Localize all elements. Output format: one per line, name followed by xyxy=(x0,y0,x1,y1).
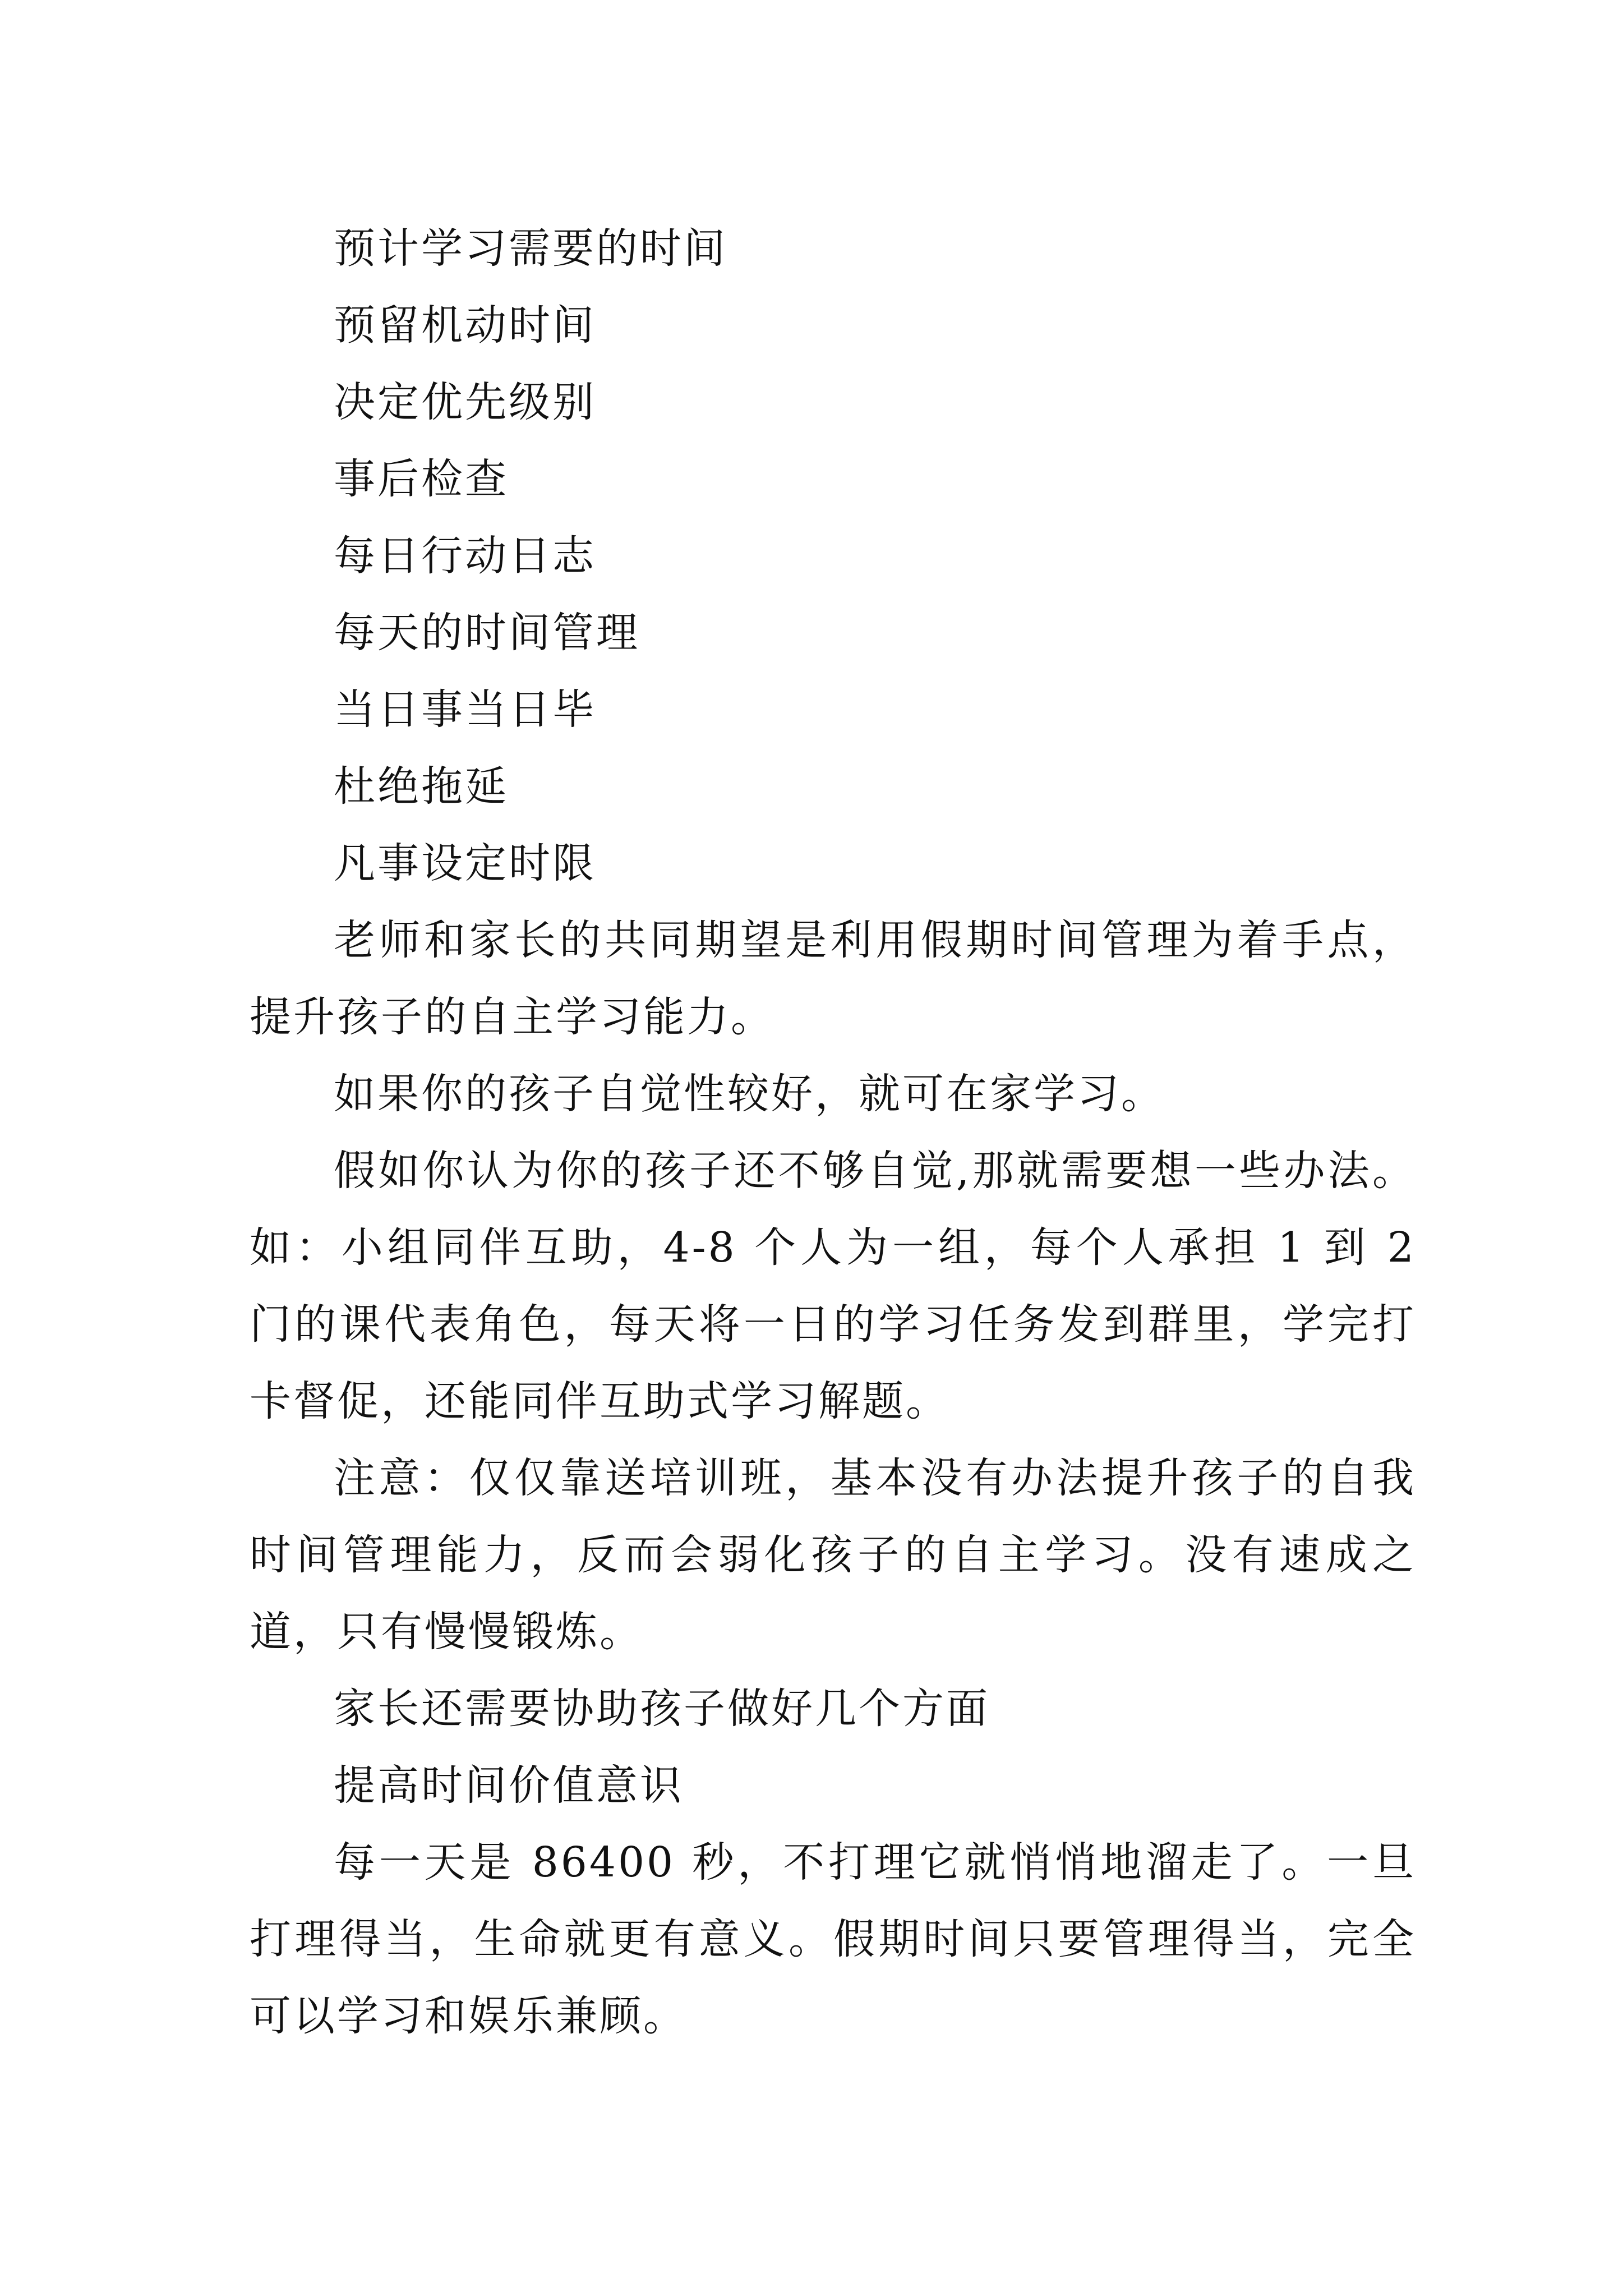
heading-time-value: 提高时间价值意识 xyxy=(334,1761,684,1810)
paragraph-peer-help: 假如你认为你的孩子还不够自觉,那就需要想一些办法。如：小组同伴互助，4-8 个人为一组，每个人承担 1 到 2 门的课代表角色，每天将一日的学习任务发到群里，学完打卡督促，还能同伴互助式学习解题。 xyxy=(250,1147,1416,1425)
list-line-daily-management: 每天的时间管理 xyxy=(334,609,640,657)
paragraph-shared-expectation: 老师和家长的共同期望是利用假期时间管理为着手点，提升孩子的自主学习能力。 xyxy=(250,916,1416,1041)
document-body xyxy=(250,210,1416,2055)
list-line-estimate-time: 预计学习需要的时间 xyxy=(334,224,727,273)
list-line-no-procrastination: 杜绝拖延 xyxy=(334,762,509,811)
list-line-review: 事后检查 xyxy=(334,455,509,503)
paragraph-attention: 注意：仅仅靠送培训班，基本没有办法提升孩子的自我时间管理能力，反而会弱化孩子的自主学习。没有速成之道，只有慢慢锻炼。 xyxy=(250,1454,1416,1656)
heading-parents-help: 家长还需要协助孩子做好几个方面 xyxy=(334,1685,990,1733)
paragraph-self-disciplined: 如果你的孩子自觉性较好，就可在家学习。 xyxy=(334,1070,1165,1118)
list-line-finish-today: 当日事当日毕 xyxy=(334,685,596,734)
list-line-time-limit: 凡事设定时限 xyxy=(334,839,596,887)
paragraph-86400-seconds: 每一天是 86400 秒，不打理它就悄悄地溜走了。一旦打理得当，生命就更有意义。假期时间只要管理得当，完全可以学习和娱乐兼顾。 xyxy=(250,1838,1416,2040)
list-line-daily-log: 每日行动日志 xyxy=(334,532,596,580)
list-line-reserve-time: 预留机动时间 xyxy=(334,301,596,349)
list-line-priority: 决定优先级别 xyxy=(334,378,596,426)
